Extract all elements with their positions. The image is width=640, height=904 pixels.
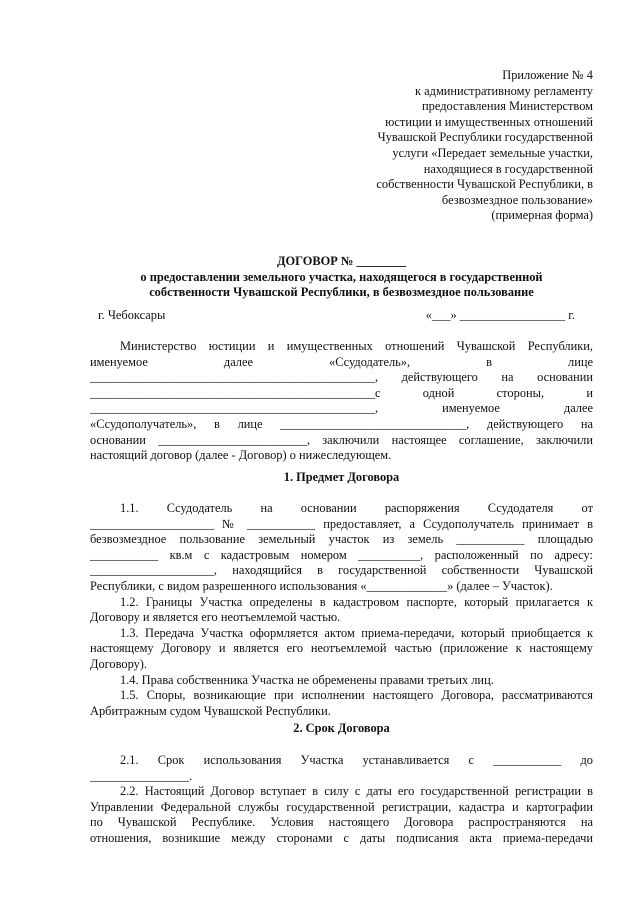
clause-line: 2.1. Срок использования Участка устанавливается с ___________ до [120, 753, 593, 767]
appendix-line: предоставления Министерством [422, 99, 593, 114]
clause-line: Договору и является его неотъемлемой частью. [90, 610, 341, 625]
preamble-line: ______________________________________________, действующего на основании [90, 370, 593, 385]
clause-line: ____________________ № ___________ предоставляет, а Ссудополучатель принимает в [90, 516, 593, 531]
clause-line: по Чувашской Республике. Условия настоящего Договора распространяются на [90, 815, 593, 830]
appendix-note [360, 68, 593, 224]
clause-line: ____________________, находящийся в государственной собственности Чувашской [90, 563, 593, 578]
section-heading: 2. Срок Договора [293, 721, 390, 735]
preamble [90, 339, 593, 464]
clause-line: отношения, возникшие между сторонами с даты подписания акта приема-передачи [90, 830, 593, 845]
document-title [90, 254, 593, 301]
clause-line: Республики, с видом разрешенного использования «_____________» (далее – Участок). [90, 578, 553, 593]
appendix-line: собственности Чувашской Республики, в [376, 177, 593, 192]
appendix-line: безвозмездное пользование» [441, 192, 593, 207]
appendix-line: юстиции и имущественных отношений [385, 114, 593, 129]
appendix-line: Приложение № 4 [502, 68, 593, 82]
appendix-line: (примерная форма) [491, 208, 593, 223]
date-blank: «___» _________________ г. [425, 308, 575, 322]
clause-line: ________________. [90, 768, 193, 783]
section-2-body [90, 753, 593, 847]
appendix-line: к административному регламенту [415, 83, 593, 98]
section-heading: 1. Предмет Договора [283, 470, 400, 484]
clause-line: 1.3. Передача Участка оформляется актом приема-передачи, который приобщается к [120, 625, 593, 640]
title-line: о предоставлении земельного участка, находящегося в государственной [140, 269, 543, 284]
clause-line: 1.2. Границы Участка определены в кадастровом паспорте, который прилагается к [120, 594, 593, 609]
preamble-line: Министерство юстиции и имущественных отношений Чувашской Республики, [120, 339, 593, 353]
preamble-line: основании ________________________, заключили настоящее соглашение, заключили [90, 432, 593, 447]
appendix-line: услуги «Передает земельные участки, [392, 145, 593, 160]
clause-line: 1.5. Споры, возникающие при исполнении настоящего Договора, рассматриваются [120, 688, 593, 703]
clause-line: настоящему Договору и является его неотъемлемой частью (приложение к настоящему [90, 641, 593, 656]
appendix-line: Чувашской Республики государственной [377, 130, 593, 145]
preamble-line: ______________________________________________с одной стороны, и [90, 385, 593, 400]
preamble-line: настоящий договор (далее - Договор) о нижеследующем. [90, 448, 392, 463]
clause-line: безвозмездное пользование земельный участок из земель ___________ площадью [90, 532, 593, 547]
clause-line: ___________ кв.м с кадастровым номером __________, расположенный по адресу: [90, 547, 593, 562]
clause-line: Арбитражным судом Чувашской Республики. [90, 703, 331, 718]
clause-line: 2.2. Настоящий Договор вступает в силу с даты его государственной регистрации в [120, 784, 593, 799]
section-1-body [90, 501, 593, 719]
clause-line: 1.4. Права собственника Участка не обременены правами третьих лиц. [120, 672, 494, 687]
clause-line: Договору). [90, 656, 148, 671]
clause-line: Управлении Федеральной службы государственной регистрации, кадастра и картографии [90, 799, 593, 814]
title-line: ДОГОВОР № ________ [276, 254, 407, 268]
appendix-line: находящиеся в государственной [423, 161, 593, 176]
preamble-line: именуемое далее «Ссудодатель», в лице [90, 354, 593, 369]
preamble-line: ______________________________________________, именуемое далее [90, 401, 593, 416]
title-line: собственности Чувашской Республики, в безвозмездное пользование [149, 285, 534, 300]
clause-line: 1.1. Ссудодатель на основании распоряжения Ссудодателя от [120, 501, 593, 515]
preamble-line: «Ссудополучатель», в лице ______________________________, действующего на [90, 416, 593, 431]
city: г. Чебоксары [98, 308, 166, 322]
